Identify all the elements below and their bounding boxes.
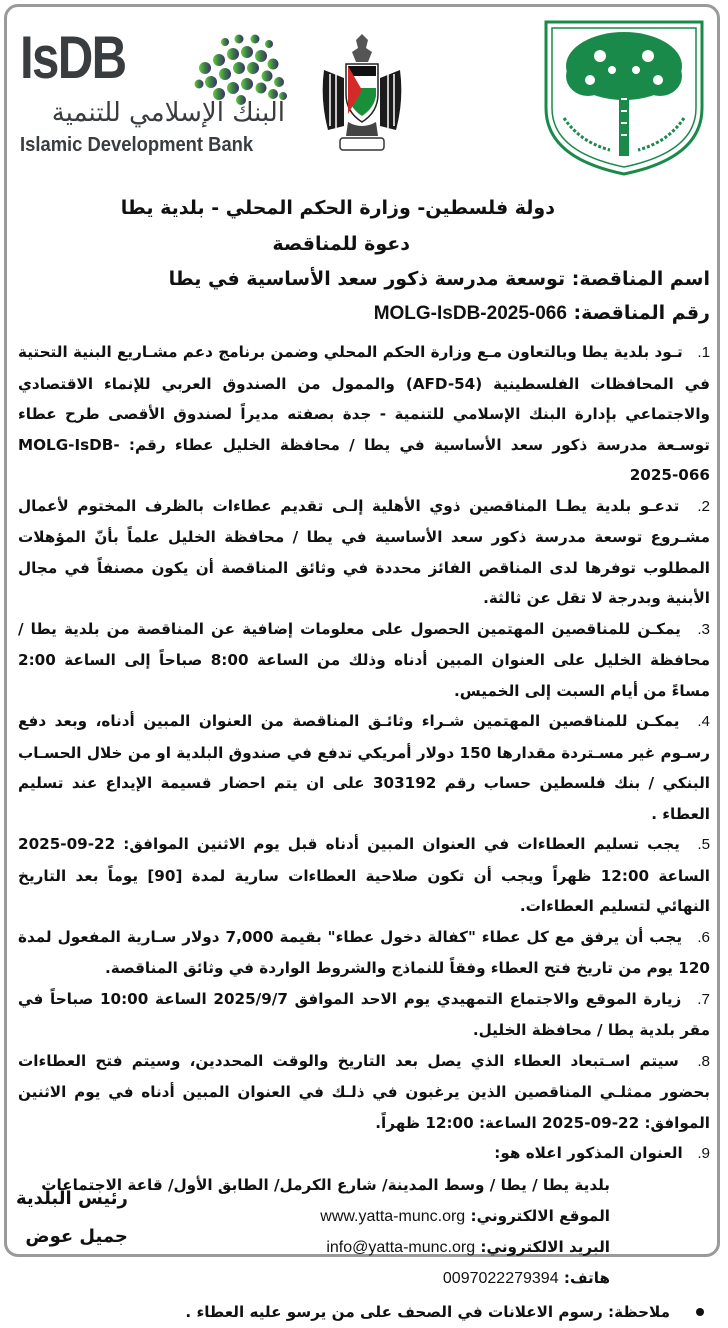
tender-number <box>18 296 710 331</box>
tender-number-value: MOLG-IsDB-2025-066 <box>373 303 567 324</box>
clause-text: يمكـن للمناقصين المهتمين الحصول على معلومات إضافية عن المناقصة من بلدية يطا / محافظة الخليل على العنوان المبين أدناه وذلك من الساعة 8:00 صباحاً إلى الساعة 2:00 مساءً من أيام السبت إلى الخميس. <box>18 619 710 700</box>
clauses-list <box>18 337 710 1170</box>
website-label: الموقع الالكتروني: <box>470 1206 610 1225</box>
clause-text: يمكـن للمناقصين المهتمين شـراء وثائـق المناقصة من العنوان المبين أدناه، وبعد دفع رسـوم غير مسـتردة مقدارها 150 دولار أمريكي تدفع في صندوق البلدية او من خلال الحسـاب البنكي / بنك فلسطين حساب رقم 303192 على ان يتم احضار قسيمة الإيداع عند تسليم العطاء . <box>18 712 710 823</box>
clause-text: سيتم اسـتبعاد العطاء الذي يصل بعد التاريخ والوقت المحددين، وسيتم فتح العطاءات بحضور ممثلـي المناقصين الذين يرغبون في ذلـك في العنوان المبين أدناه في يوم الاثنين الموافق: 22-09-2025 الساعة: 12:00 ظهراً. <box>18 1051 710 1132</box>
clause-item <box>18 706 710 829</box>
signatory-name: جميل عوض <box>25 1226 128 1247</box>
clause-item <box>18 829 710 922</box>
tender-name <box>18 262 710 296</box>
email-link[interactable]: info@yatta-munc.org <box>326 1238 476 1256</box>
clause-number: 6. <box>697 928 710 946</box>
isdb-logo <box>20 24 285 168</box>
website-link[interactable]: www.yatta-munc.org <box>320 1207 466 1225</box>
clause-number: 9. <box>697 1145 710 1162</box>
isdb-acronym: IsDB <box>20 24 126 91</box>
tender-name-value: توسعة مدرسة ذكور سعد الأساسية في يطا <box>168 268 566 290</box>
clause-number: 2. <box>697 497 710 515</box>
tender-name-label: اسم المناقصة: <box>571 268 710 290</box>
clause-item <box>18 1138 710 1170</box>
clause-text: يجب أن يرفق مع كل عطاء "كفالة دخول عطاء" بقيمة 7,000 دولار سـارية المفعول لمدة 120 يوم من تاريخ فتح العطاء وفقاً للنماذج والشروط الواردة في وثائق المناقصة. <box>18 927 710 977</box>
clause-number: 7. <box>697 990 710 1008</box>
clause-number: 4. <box>697 713 710 730</box>
isdb-arabic-name: البنك الإسلامي للتنمية <box>51 98 285 128</box>
clause-number: 1. <box>697 344 711 361</box>
address-line: بلدية يطا / يطا / وسط المدينة/ شارع الكرمل/ الطابق الأول/ قاعة الاجتماعات <box>41 1175 610 1194</box>
eagle-emblem-icon <box>318 30 406 158</box>
note-text: ملاحظة: رسوم الاعلانات في الصحف على من يرسو عليه العطاء . <box>185 1302 670 1321</box>
tender-number-label: رقم المناقصة: <box>573 302 710 324</box>
note <box>18 1296 710 1328</box>
clause-item <box>18 922 710 984</box>
palm-tree-shield-icon <box>540 18 708 178</box>
clause-item <box>18 337 710 491</box>
clause-number: 3. <box>697 620 710 638</box>
announcement-title: دعوة للمناقصة <box>272 233 410 255</box>
clause-text: تـود بلدية يطا وبالتعاون مـع وزارة الحكم المحلي وضمن برنامج دعم مشـاريع البنية التحتية في المحافظات الفلسطينية (AFD-54) والممول من الصندوق العربي للإنماء الاقتصادي والاجتماعي بإدارة البنك الإسلامي للتنمية - جدة بصفته مديراً لصندوق الأقصى طرح عطاء توسـعة مدرسة ذكور سعد الأساسية في يطا / محافظة الخليل عطاء رقم: MOLG-IsDB-2025-066 <box>18 343 710 484</box>
signatory-title: رئيس البلدية <box>16 1188 128 1209</box>
clause-item <box>18 1046 710 1139</box>
clause-item <box>18 984 710 1046</box>
email-label: البريد الالكتروني: <box>480 1237 610 1256</box>
clause-text: زيارة الموقع والاجتماع التمهيدي يوم الاحد الموافق 2025/9/7 الساعة 10:00 صباحاً في مقر بلدية يطا / محافظة الخليل. <box>18 989 710 1039</box>
isdb-english-name: Islamic Development Bank <box>20 134 254 156</box>
logos-row <box>0 0 728 185</box>
bullet-icon <box>696 1308 704 1316</box>
clause-item <box>18 491 710 614</box>
tender-announcement <box>18 190 710 1328</box>
phone-row <box>18 1263 610 1294</box>
issuer-heading: دولة فلسطين- وزارة الحكم المحلي - بلدية يطا <box>120 197 555 219</box>
clause-item <box>18 614 710 707</box>
clause-text: يجب تسليم العطاءات في العنوان المبين أدناه قبل يوم الاثنين الموافق: 22-09-2025 الساعة 12:00 ظهراً ويجب أن تكون صلاحية العطاءات سارية لمدة [90] يوماً بعد التاريخ النهائي لتسليم العطاءات. <box>18 835 710 915</box>
signature-block <box>16 1180 128 1256</box>
clause-number: 5. <box>697 836 711 853</box>
clause-text: العنوان المذكور اعلاه هو: <box>494 1144 683 1162</box>
clause-text: تدعـو بلدية يطـا المناقصين ذوي الأهلية إلـى تقديم عطاءات بالظرف المختوم لأعمال مشـروع توسعة مدرسة ذكور سعد الأساسية في يطا / محافظة الخليل علماً بأنّ المؤهلات المطلوب توفرها لدى المناقص الفائز محددة في وثائق المناقصة أن يكون مصنفاً في مجال الأبنية وبدرجة لا تقل عن ثالثة. <box>18 496 710 607</box>
phone-number: 0097022279394 <box>442 1269 559 1287</box>
clause-number: 8. <box>697 1052 710 1070</box>
phone-label: هاتف: <box>563 1268 610 1287</box>
